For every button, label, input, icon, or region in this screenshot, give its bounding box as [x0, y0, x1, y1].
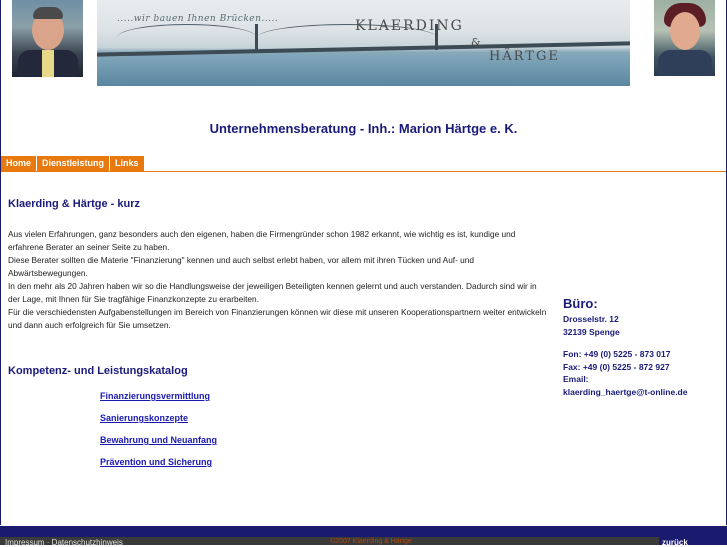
service-link-finanzierungsvermittlung[interactable]: Finanzierungsvermittlung: [100, 391, 211, 401]
header-banner-image: [97, 0, 630, 86]
catalog-heading: Kompetenz- und Leistungskatalog: [8, 365, 188, 377]
banner-bridge-cable: [117, 24, 257, 51]
brand-name-line2: HÄRTGE: [489, 49, 560, 64]
main-nav: [1, 156, 145, 171]
service-link-praevention[interactable]: Prävention und Sicherung: [100, 457, 213, 467]
intro-paragraph: Für die verschiedensten Aufgabenstellungen im Bereich von Finanzierungen können wir diese mit unseren Kooperationspartnern weiter entwickeln und dann auch erfolgreich für Sie umsetzen.: [8, 307, 547, 330]
office-email[interactable]: klaerding_haertge@t-online.de: [563, 386, 688, 397]
service-link-bewahrung[interactable]: Bewahrung und Neuanfang: [100, 435, 217, 445]
brand-ampersand: &: [471, 36, 481, 49]
footer-links[interactable]: Impressum · Datenschutzhinweis: [5, 538, 123, 547]
office-city: 32139 Spenge: [563, 326, 620, 337]
portrait-hair: [33, 7, 63, 19]
service-link-sanierungskonzepte[interactable]: Sanierungskonzepte: [100, 413, 189, 423]
intro-text: [8, 228, 548, 332]
content-heading: Klaerding & Härtge - kurz: [8, 198, 141, 210]
office-phone: Fon: +49 (0) 5225 - 873 017: [563, 349, 671, 359]
back-link[interactable]: zurück: [662, 538, 688, 547]
portrait-right-image: [654, 0, 715, 76]
office-contact: [563, 296, 687, 398]
office-street: Drosselstr. 12: [563, 314, 619, 324]
spacer: [563, 338, 687, 348]
intro-paragraph: Aus vielen Erfahrungen, ganz besonders auch den eigenen, haben die Firmengründer schon 1982 erkannt, wie wichtig es ist, kundige und erfahrene Berater an seiner Seite zu haben.: [8, 229, 516, 252]
office-fax: Fax: +49 (0) 5225 - 872 927: [563, 361, 670, 372]
portrait-face: [670, 12, 700, 50]
nav-divider: [1, 171, 726, 172]
portrait-left-image: [12, 0, 83, 77]
banner-slogan: .....wir bauen Ihnen Brücken.....: [117, 14, 279, 24]
intro-paragraph: Diese Berater sollten die Materie "Finanzierung" kennen und auch selbst erlebt haben, vor allem mit ihren Tücken und Auf- und Abwärtsbewegungen.: [8, 255, 475, 278]
portrait-top: [658, 50, 712, 76]
nav-item-dienstleistung[interactable]: Dienstleistung: [37, 156, 109, 171]
service-links: [100, 391, 217, 479]
office-heading: Büro:: [563, 296, 598, 311]
brand-name-line1: KLAERDING: [355, 18, 464, 34]
portrait-shirt: [42, 50, 54, 77]
company-title: Unternehmensberatung - Inh.: Marion Härtge e. K.: [209, 121, 518, 136]
office-email-label: Email:: [563, 374, 589, 384]
banner-bridge-tower: [255, 24, 258, 50]
footer-copyright: ©2007 Klaerding & Härtge: [330, 538, 412, 545]
intro-paragraph: In den mehr als 20 Jahren haben wir so die Handlungsweise der jeweiligen Beteiligten kennen gelernt und auch verstanden. Dadurch sind wir in der Lage, mit Ihnen für Sie tragfähige Finanzkonzepte zu erarbeiten.: [8, 281, 537, 304]
nav-item-home[interactable]: Home: [1, 156, 36, 171]
nav-item-links[interactable]: Links: [110, 156, 144, 171]
